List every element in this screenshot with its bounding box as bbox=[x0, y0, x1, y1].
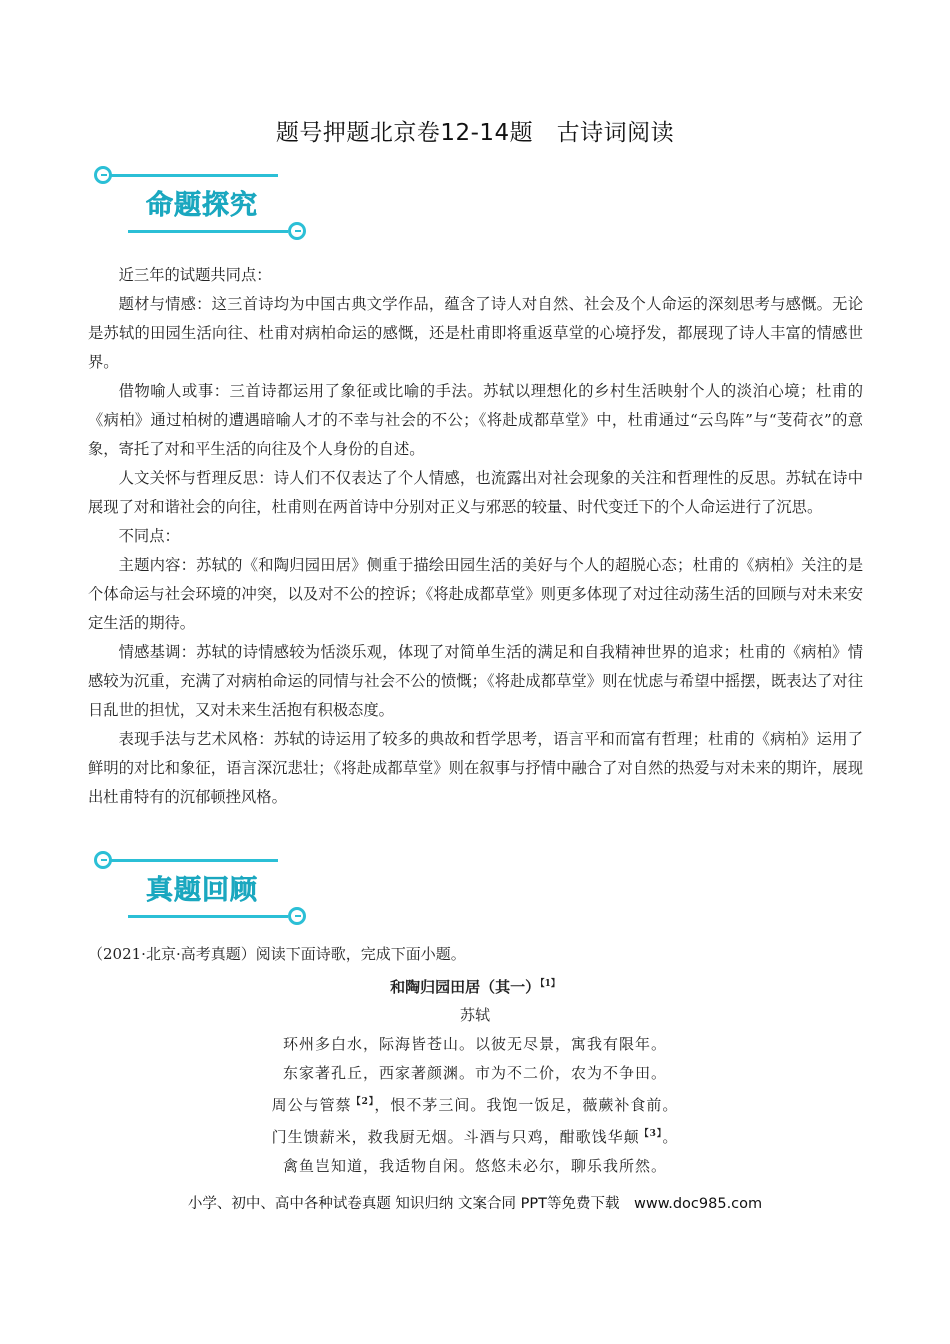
poem-line: 周公与管蔡$^{【2】}$，恨不茅三间。我饱一饭足，薇蕨补食前。 bbox=[271, 1096, 679, 1114]
section-banner-review bbox=[88, 842, 318, 932]
banner-top-line bbox=[108, 859, 278, 862]
paragraph: 情感基调：苏轼的诗情感较为恬淡乐观，体现了对简单生活的满足和自我精神世界的追求；杜甫的《病柏》情感较为沉重，充满了对病柏命运的同情与社会不公的愤慨；《将赴成都草堂》则在忧虑与希望中摇摆，既表达了对往日乱世的担忧，又对未来生活抱有积极态度。 bbox=[88, 643, 863, 719]
poem bbox=[0, 970, 950, 1181]
banner-circle-icon bbox=[288, 222, 306, 240]
banner-label: 命题探究 bbox=[146, 190, 258, 221]
banner-circle-icon bbox=[94, 166, 112, 184]
banner-circle-icon bbox=[94, 851, 112, 869]
poem-title: 和陶归园田居（其一）$^{【1】}$ bbox=[390, 978, 560, 996]
analysis-text bbox=[88, 261, 863, 812]
poem-line: 环州多白水，际海皆苍山。以彼无尽景，寓我有限年。 bbox=[282, 1035, 667, 1053]
banner-circle-icon bbox=[288, 907, 306, 925]
paragraph: 不同点： bbox=[118, 527, 180, 545]
footnote-marker: 【1】 bbox=[540, 979, 560, 989]
page-title: 题号押题北京卷12-14题 古诗词阅读 bbox=[275, 120, 675, 146]
paragraph: 表现手法与艺术风格：苏轼的诗运用了较多的典故和哲学思考，语言平和而富有哲理；杜甫的《病柏》运用了鲜明的对比和象征，语言深沉悲壮；《将赴成都草堂》则在叙事与抒情中融合了对自然的热爱与对未来的期许，展现出杜甫特有的沉郁顿挫风格。 bbox=[88, 730, 863, 806]
exam-intro: （2021·北京·高考真题）阅读下面诗歌，完成下面小题。 bbox=[88, 945, 466, 963]
footnote-marker: 【3】 bbox=[639, 1129, 663, 1139]
paragraph: 题材与情感：这三首诗均为中国古典文学作品，蕴含了诗人对自然、社会及个人命运的深刻思考与感慨。无论是苏轼的田园生活向往、杜甫对病柏命运的感慨，还是杜甫即将重返草堂的心境抒发，都展现了诗人丰富的情感世界。 bbox=[88, 295, 863, 371]
footnote-marker: 【2】 bbox=[351, 1097, 375, 1107]
poem-line: 东家著孔丘，西家著颜渊。市为不二价，农为不争田。 bbox=[282, 1064, 667, 1082]
banner-label: 真题回顾 bbox=[146, 875, 258, 906]
paragraph: 近三年的试题共同点： bbox=[118, 266, 272, 284]
poem-author: 苏轼 bbox=[459, 1006, 490, 1024]
poem-line: 禽鱼岂知道，我适物自闲。悠悠未必尔，聊乐我所然。 bbox=[282, 1157, 667, 1175]
poem-line: 门生馈薪米，救我厨无烟。斗酒与只鸡，酣歌饯华颠$^{【3】}$。 bbox=[271, 1128, 679, 1146]
paragraph: 人文关怀与哲理反思：诗人们不仅表达了个人情感，也流露出对社会现象的关注和哲理性的反思。苏轼在诗中展现了对和谐社会的向往，杜甫则在两首诗中分别对正义与邪恶的较量、时代变迁下的个人命运进行了沉思。 bbox=[88, 469, 863, 516]
section-banner-proposition bbox=[88, 157, 318, 247]
paragraph: 借物喻人或事：三首诗都运用了象征或比喻的手法。苏轼以理想化的乡村生活映射个人的淡泊心境；杜甫的《病柏》通过柏树的遭遇暗喻人才的不幸与社会的不公；《将赴成都草堂》中，杜甫通过“云鸟阵”与“芰荷衣”的意象，寄托了对和平生活的向往及个人身份的自述。 bbox=[88, 382, 863, 458]
banner-bottom-line bbox=[128, 915, 288, 918]
paragraph: 主题内容：苏轼的《和陶归园田居》侧重于描绘田园生活的美好与个人的超脱心态；杜甫的《病柏》关注的是个体命运与社会环境的冲突，以及对不公的控诉；《将赴成都草堂》则更多体现了对过往动荡生活的回顾与对未来安定生活的期待。 bbox=[88, 556, 863, 632]
footer-text: 小学、初中、高中各种试卷真题 知识归纳 文案合同 PPT等免费下载 www.doc985.com bbox=[187, 1196, 763, 1212]
banner-top-line bbox=[108, 174, 278, 177]
banner-bottom-line bbox=[128, 230, 288, 233]
